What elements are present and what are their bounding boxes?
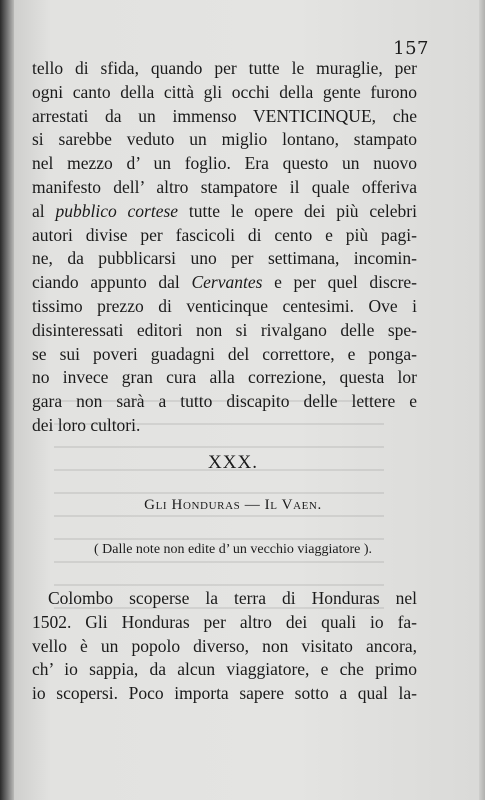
- text-line: disinteressati editori non si rivalgano delle spe-: [32, 319, 417, 340]
- paragraph-2: [32, 587, 417, 706]
- text-line: se sui poveri guadagni del correttore, e ponga-: [32, 343, 417, 364]
- text-line: tissimo prezzo di venticinque centesimi. Ove i: [32, 295, 417, 316]
- paragraph-1: [32, 57, 417, 438]
- text-line: arrestati da un immenso VENTICINQUE, che: [32, 105, 417, 126]
- text-line: al pubblico cortese tutte le opere dei più celebri: [32, 200, 417, 221]
- text-line: manifesto dell’ altro stampatore il quale offeriva: [32, 176, 417, 197]
- text-line: Colombo scoperse la terra di Honduras nel: [48, 588, 417, 608]
- text-line: io scopersi. Poco importa sapere sotto a qual la-: [32, 683, 417, 704]
- text-line: autori divise per fascicoli di cento e più pagi-: [32, 224, 417, 245]
- chapter-number: XXX.: [208, 452, 258, 473]
- book-page: [14, 0, 479, 800]
- page-edge: [479, 0, 485, 800]
- text-line: ne, da pubblicarsi uno per settimana, incomin-: [32, 248, 417, 269]
- text-line: ciando appunto dal Cervantes e per quel discre-: [32, 272, 417, 293]
- book-gutter: [0, 0, 14, 800]
- text-line: 1502. Gli Honduras per altro dei quali io fa-: [32, 611, 417, 632]
- text-line: si sarebbe veduto un miglio lontano, stampato: [32, 129, 417, 150]
- text-line: dei loro cultori.: [32, 414, 141, 435]
- text-line: ch’ io sappia, da alcun viaggiatore, e che primo: [32, 659, 417, 680]
- chapter-note: ( Dalle note non edite d’ un vecchio viaggiatore ).: [93, 542, 373, 557]
- text-line: ogni canto della città gli occhi della gente furono: [32, 81, 417, 102]
- text-line: vello è un popolo diverso, non visitato ancora,: [32, 635, 417, 656]
- text-line: no invece gran cura alla correzione, questa lor: [32, 367, 417, 388]
- text-line: tello di sfida, quando per tutte le muraglie, per: [32, 58, 417, 78]
- page-number: 157: [393, 38, 429, 59]
- chapter-title: Gli Honduras — Il Vaen.: [144, 497, 322, 513]
- text-line: nel mezzo d’ un foglio. Era questo un nuovo: [32, 153, 417, 174]
- text-line: gara non sarà a tutto discapito delle lettere e: [32, 391, 417, 412]
